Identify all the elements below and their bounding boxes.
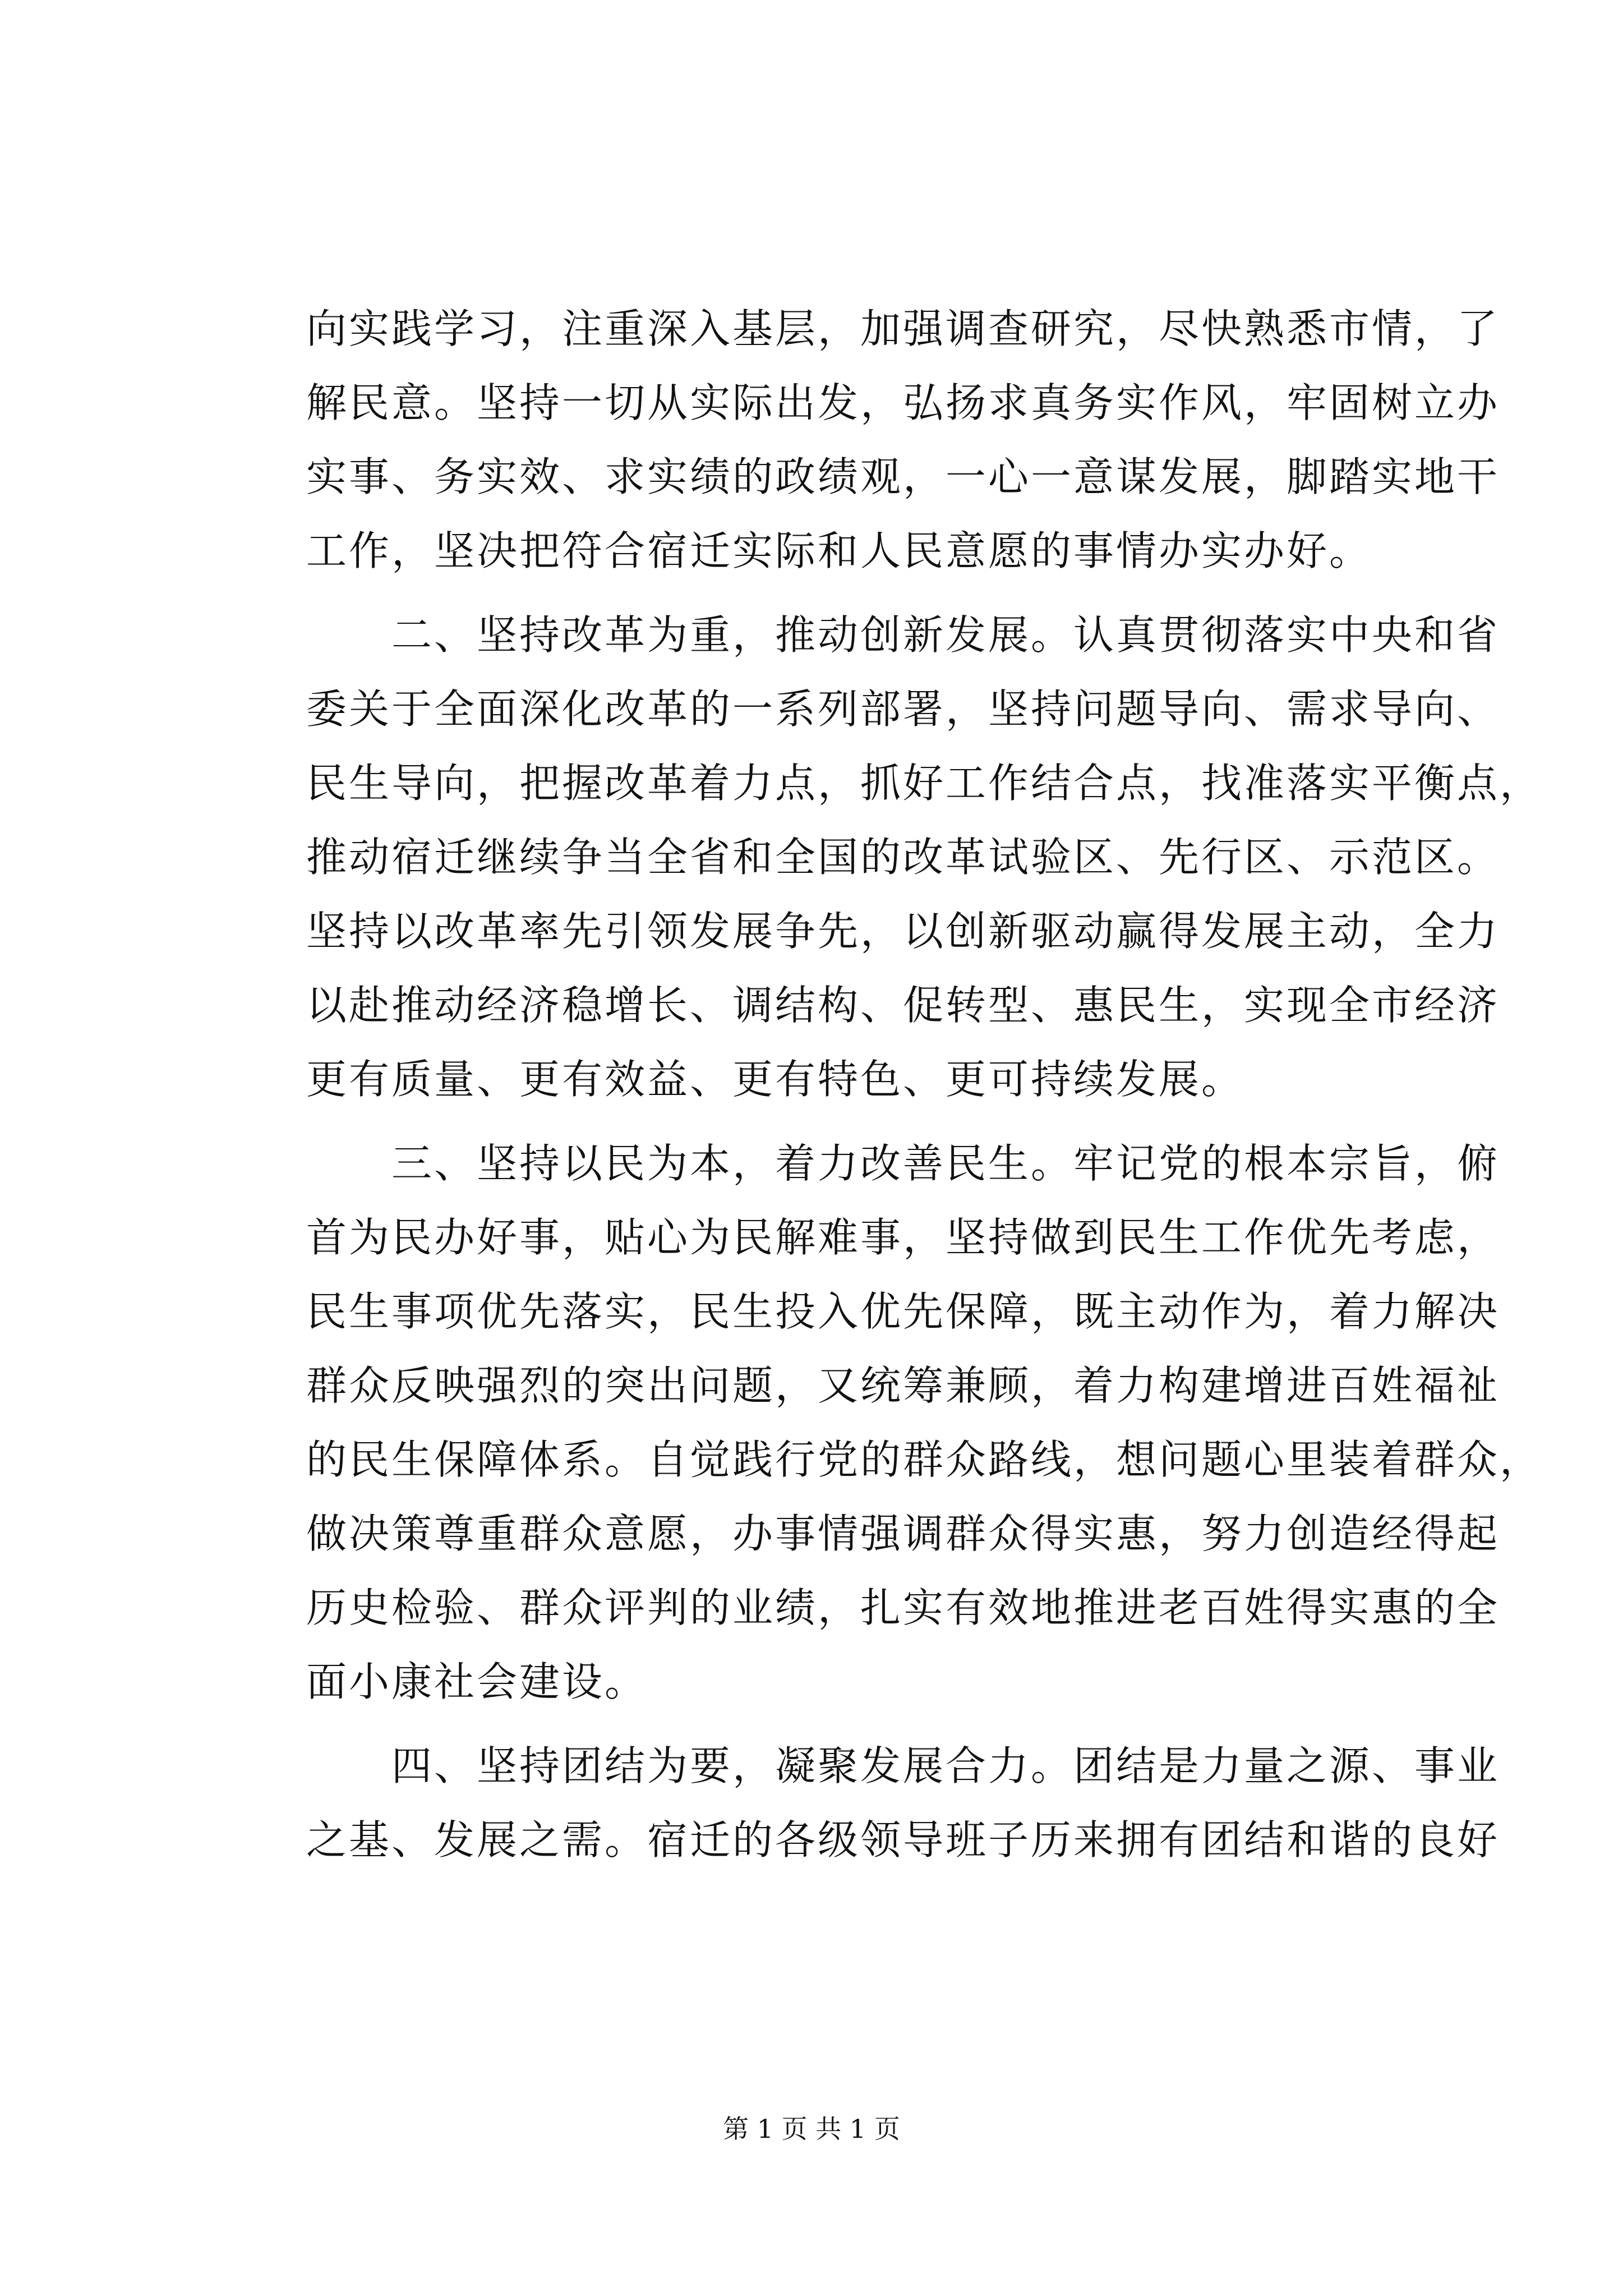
paragraph-heading-line: 三、坚持以民为本，着力改善民生。牢记党的根本宗旨，俯 [391,1140,1500,1187]
text-line: 之基、发展之需。宿迁的各级领导班子历来拥有团结和谐的良好 [306,1816,1500,1864]
text-line: 坚持以改革率先引领发展争先，以创新驱动赢得发展主动，全力 [306,908,1500,955]
text-line: 委关于全面深化改革的一系列部署，坚持问题导向、需求导向、 [306,685,1500,733]
paragraph-gap [306,1116,1417,1126]
paragraph-heading-line: 二、坚持改革为重，推动创新发展。认真贯彻落实中央和省 [391,611,1500,659]
paragraph-heading-line: 四、坚持团结为要，凝聚发展合力。团结是力量之源、事业 [391,1742,1500,1789]
text-line: 民生事项优先落实，民生投入优先保障，既主动作为，着力解决 [306,1288,1500,1335]
text-line: 历史检验、群众评判的业绩，扎实有效地推进老百姓得实惠的全 [306,1584,1500,1631]
text-line: 面小康社会建设。 [306,1658,648,1705]
text-line: 推动宿迁继续争当全省和全国的改革试验区、先行区、示范区。 [306,834,1500,881]
text-line: 民生导向，把握改革着力点，抓好工作结合点，找准落实平衡点， [306,760,1543,807]
text-line: 做决策尊重群众意愿，办事情强调群众得实惠，努力创造经得起 [306,1510,1500,1557]
paragraph-gap [306,1719,1417,1729]
text-line: 解民意。坚持一切从实际出发，弘扬求真务实作风，牢固树立办 [306,379,1500,426]
text-line: 以赴推动经济稳增长、调结构、促转型、惠民生，实现全市经济 [306,982,1500,1029]
page-footer: 第 1 页 共 1 页 [723,2114,900,2144]
text-line: 更有质量、更有效益、更有特色、更可持续发展。 [306,1056,1244,1103]
paragraph-gap [306,588,1417,598]
text-line: 实事、务实效、求实绩的政绩观，一心一意谋发展，脚踏实地干 [306,453,1500,500]
text-line: 工作，坚决把符合宿迁实际和人民意愿的事情办实办好。 [306,527,1372,574]
text-line: 首为民办好事，贴心为民解难事，坚持做到民生工作优先考虑， [306,1214,1500,1261]
text-line: 群众反映强烈的突出问题，又统筹兼顾，着力构建增进百姓福祉 [306,1362,1500,1409]
text-line: 的民生保障体系。自觉践行党的群众路线，想问题心里装着群众， [306,1436,1543,1483]
document-body [306,292,1543,1877]
text-line: 向实践学习，注重深入基层，加强调查研究，尽快熟悉市情，了 [306,305,1500,352]
